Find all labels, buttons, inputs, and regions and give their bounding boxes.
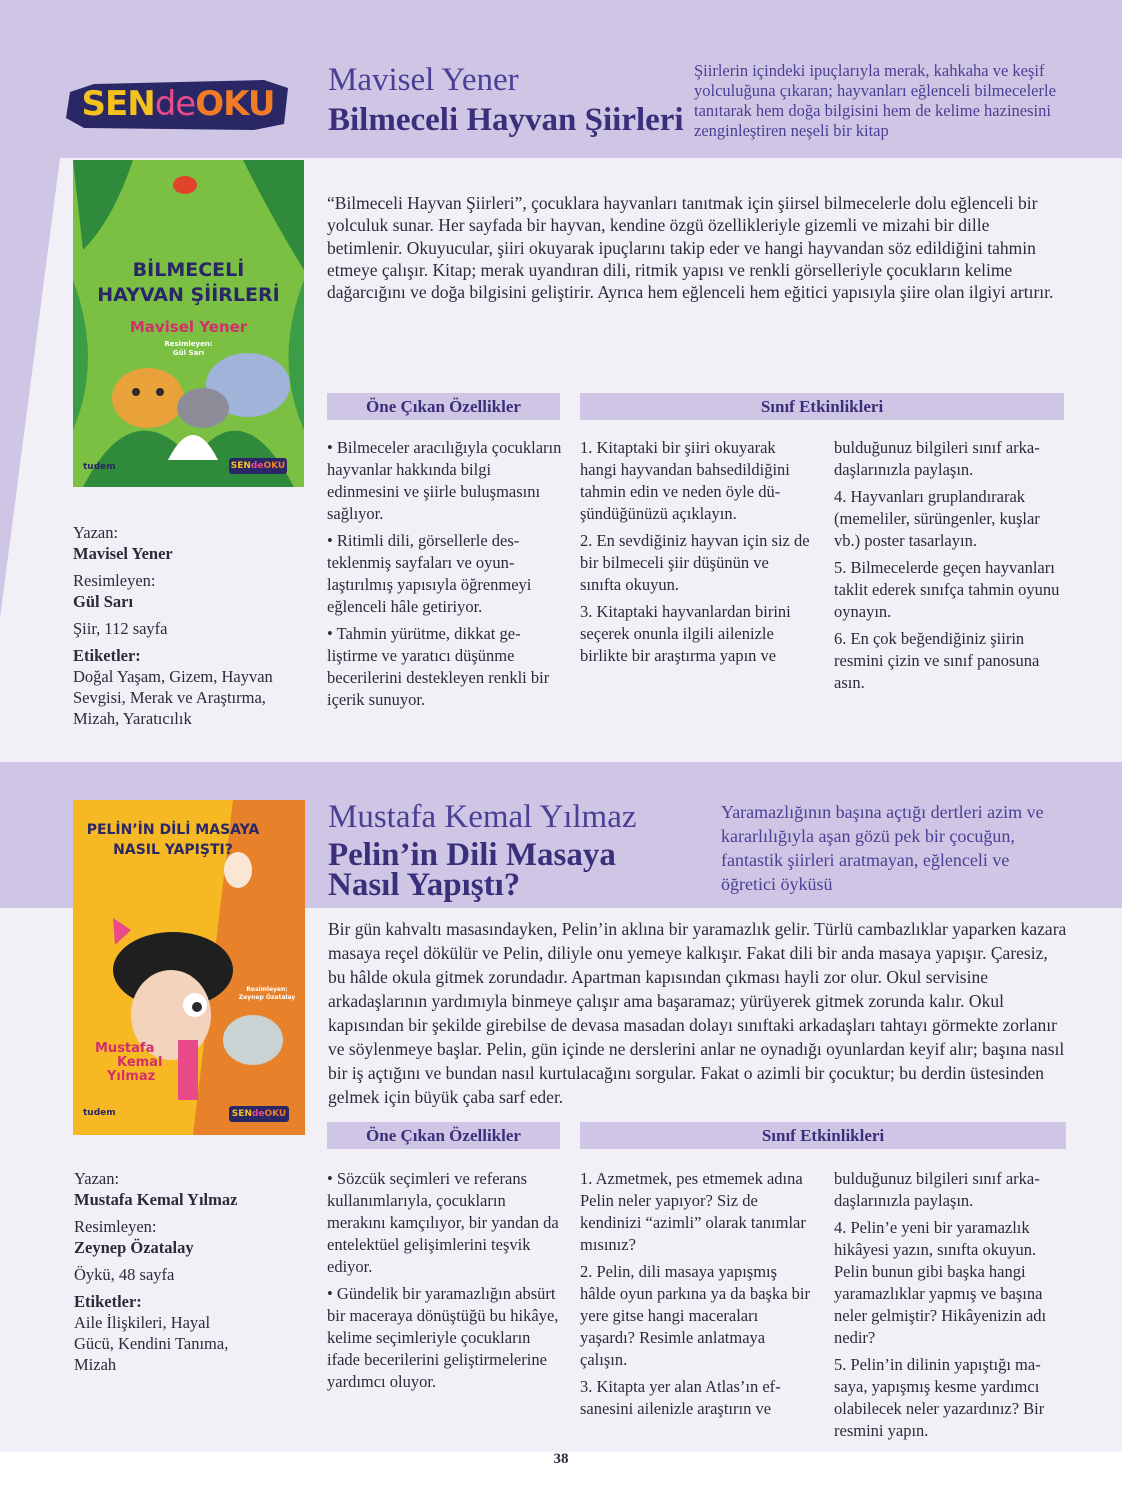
cover-title-line2: NASIL YAPIŞTI? [113, 842, 233, 858]
activities-column-1 [580, 1168, 814, 1425]
activity-item: 5. Bilmecelerde geçen hayvanları taklit ederek sınıfça tahmin oyunu oynayın. [834, 558, 1060, 621]
book-title [328, 837, 616, 903]
feature-item: • Ritimli dili, görsellerle desteklenmiş sayfaları ve oyunlaştırılmış yapısıyla öğrenmeyi eğlenceli hâle getiriyor. [327, 531, 532, 616]
features-list [327, 437, 563, 716]
activities-header: Sınıf Etkinlikleri [580, 1122, 1066, 1149]
activity-item: 1. Azmetmek, pes etmemek adına Pelin neler yapıyor? Siz de kendinizi “azimli” olarak tanımlar mısınız? [580, 1169, 806, 1254]
cover-author-line2: Kemal [117, 1055, 163, 1070]
cover-illustrator-label: Resimleyen: [246, 986, 288, 993]
feature-item: • Sözcük seçimleri ve referans kullanımlarıyla, çocukların merakını kamçılıyor, bir yandan da entelektüel gelişimlerini teşvik ediyor. [327, 1169, 559, 1276]
activities-column-2 [834, 437, 1066, 699]
features-list [327, 1168, 563, 1398]
activity-item: 3. Kitapta yer alan Atlas’ın efsanesini ailenizle araştırın ve [580, 1377, 781, 1418]
cover-illustrator-label: Resimleyen: [164, 340, 213, 348]
cover-logo-de: de [251, 1109, 265, 1119]
features-header: Öne Çıkan Özellikler [327, 1122, 560, 1149]
book-meta [73, 522, 303, 729]
activity-item: 5. Pelin’in dilinin yapıştığı masaya, yapışmış kesme yardımcı olabilecek neler yazardınız? Bir resmini yapın. [834, 1355, 1045, 1440]
page-number: 38 [553, 1451, 569, 1467]
book-title: Bilmeceli Hayvan Şiirleri [328, 102, 684, 138]
cover-title-line1: BİLMECELİ [132, 259, 245, 281]
cover-author: Mavisel Yener [129, 318, 248, 336]
book-description: Bir gün kahvaltı masasındayken, Pelin’in aklına bir yaramazlık gelir. Türlü cambazlıklar yaparken kazara masaya reçel dökülür ve Pelin, diliyle onu yemeye kalkışır. Fakat dili bir anda masaya yapışır. Çaresiz, bu hâlde okula gitmek zorundadır. Apartman kapısından çıkması hayli zor olur. Okul servisine arkadaşlarının yardımıyla binmeye çalışır ama başaramaz; yürüyerek gitmek zorunda kalır. Okul kapısından bir şekilde girebilse de devasa masadan dolayı sınıftaki arkadaşları tahtayı görmekte zorlanır ve söylenmeye başlar. Pelin, gün içinde ne derslerini anlar ne oynadığı oyunlardan keyif alır; başına nasıl bir iş açtığını ve bundan nasıl kurtulacağını sorgular. Fakat o azimli bir çocuktur; bu derdin üstesinden gelmek için büyük çaba sarf eder. [328, 919, 1067, 1107]
illustrator-name: Gül Sarı [73, 592, 134, 611]
illustrator-label: Resimleyen: [73, 571, 156, 590]
cover-logo-sen: SEN [231, 1109, 252, 1119]
sen-de-oku-logo [64, 74, 292, 134]
cover-author-line3: Yılmaz [107, 1069, 156, 1084]
book-author: Mustafa Kemal Yılmaz [328, 799, 637, 835]
writer-name: Mavisel Yener [73, 544, 173, 563]
tags-list: Aile İlişkileri, Hayal Gücü, Kendini Tanıma, Mizah [74, 1313, 229, 1374]
feature-item: • Gündelik bir yaramazlığın absürt bir maceraya dönüştüğü bu hikâye, kelime seçimleriyle çocukların ifade becerilerini geliştirmelerine yardımcı oluyor. [327, 1284, 559, 1391]
activity-item: 2. En sevdiğiniz hayvan için siz de bir bilmeceli şiir düşünün ve sınıfta okuyun. [580, 531, 810, 594]
activity-item: 2. Pelin, dili masaya yapışmış hâlde oyun parkına ya da başka bir yere gitse hangi maceraları yaşardı? Resimle anlatmaya çalışın. [580, 1262, 811, 1369]
book-title-line1: Pelin’in Dili Masaya [328, 837, 616, 873]
logo-oku: OKU [195, 84, 275, 124]
genre-pages: Şiir, 112 sayfa [73, 619, 168, 638]
activity-item: 1. Kitaptaki bir şiiri okuyarak hangi hayvandan bahsedildiğini tahmin edin ve neden öyle düşündüğünüzü açıklayın. [580, 438, 790, 523]
writer-label: Yazan: [74, 1169, 120, 1188]
tags-label: Etiketler: [73, 646, 141, 665]
cover-logo-oku: OKU [264, 1109, 287, 1119]
book-tagline: Şiirlerin içindeki ipuçlarıyla merak, kahkaha ve keşif yolculuğuna çıkaran; hayvanları eğlenceli bilmecelerle tanıtarak hem doğa bilgisini hem de kelime hazinesini zenginleştiren neşeli bir kitap [694, 61, 1056, 140]
cover-logo-oku: OKU [263, 461, 286, 471]
book-meta [74, 1168, 304, 1375]
cover-author-line1: Mustafa [95, 1041, 155, 1056]
illustrator-label: Resimleyen: [74, 1217, 157, 1236]
cover-title-line2: HAYVAN ŞİİRLERİ [97, 284, 280, 306]
feature-item: • Bilmeceler aracılığıyla çocukların hayvanlar hakkında bilgi edinmesini ve şiirle buluşmasını sağlıyor. [327, 438, 562, 523]
cover-title-line1: PELİN’İN DİLİ MASAYA [86, 822, 260, 838]
book-cover [73, 800, 305, 1135]
cover-logo-sen: SEN [230, 461, 251, 471]
book-title-line2: Nasıl Yapıştı? [328, 867, 521, 903]
book-description: “Bilmeceli Hayvan Şiirleri”, çocuklara hayvanları tanıtmak için şiirsel bilmecelerle dolu eğlenceli bir yolculuk sunar. Her sayfada bir hayvan, kendine özgü özellikleriyle gizemli ve mizahi bir dille betimlenir. Okuyucular, şiiri okuyarak ipuçlarını takip eder ve hangi hayvandan söz edildiğini tahmin etmeye çalışır. Kitap; merak uyandıran dili, ritmik yapısı ve renkli görselleriyle çocukların kelime dağarcığını ve doğa bilgisini geliştirir. Ayrıca hem eğlenceli hem eğitici yapısıyla şiire olan ilgiyi artırır. [327, 193, 1054, 303]
cover-logo [229, 458, 287, 474]
cover-illustrator: Gül Sarı [172, 349, 205, 357]
genre-pages: Öykü, 48 sayfa [74, 1265, 175, 1284]
activity-item: 3. Kitaptaki hayvanlardan birini seçerek onunla ilgili ailenizle birlikte bir araştırma yapın ve [580, 602, 791, 665]
cover-illustrator: Zeynep Özatalay [238, 994, 296, 1001]
logo-de: de [154, 84, 196, 124]
corner-shape [0, 158, 60, 618]
tags-label: Etiketler: [74, 1292, 142, 1311]
activities-column-1 [580, 437, 814, 672]
logo-sen: SEN [81, 84, 155, 124]
writer-label: Yazan: [73, 523, 119, 542]
cover-publisher: tudem [83, 462, 116, 472]
activities-header: Sınıf Etkinlikleri [580, 393, 1064, 420]
activity-item: bulduğunuz bilgileri sınıf arkadaşlarınızla paylaşın. [834, 438, 1040, 479]
activities-column-2 [834, 1168, 1068, 1447]
book-cover [73, 160, 304, 487]
writer-name: Mustafa Kemal Yılmaz [74, 1190, 238, 1209]
feature-item: • Tahmin yürütme, dikkat geliştirme ve yaratıcı düşünme becerilerini destekleyen renkli bir içerik sunuyor. [327, 624, 550, 709]
tags-list: Doğal Yaşam, Gizem, Hayvan Sevgisi, Merak ve Araştırma, Mizah, Yaratıcılık [73, 667, 273, 728]
book-author: Mavisel Yener [328, 62, 519, 98]
activity-item: 6. En çok beğendiğiniz şiirin resmini çizin ve sınıf panosuna asın. [834, 629, 1040, 692]
activity-item: 4. Hayvanları gruplandırarak (memeliler, sürüngenler, kuşlar vb.) poster tasarlayın. [834, 487, 1040, 550]
illustrator-name: Zeynep Özatalay [74, 1238, 194, 1257]
book-tagline: Yaramazlığının başına açtığı dertleri azim ve kararlılığıyla aşan gözü pek bir çocuğun, fantastik şiirleri aratmayan, eğlenceli ve öğretici öyküsü [721, 802, 1044, 894]
cover-logo [229, 1106, 289, 1122]
features-header: Öne Çıkan Özellikler [327, 393, 560, 420]
cover-logo-de: de [250, 461, 264, 471]
activity-item: bulduğunuz bilgileri sınıf arkadaşlarınızla paylaşın. [834, 1169, 1040, 1210]
activity-item: 4. Pelin’e yeni bir yaramazlık hikâyesi yazın, sınıfta okuyun. Pelin bunun gibi başka hangi yaramazlıklar yapmış ve başına neler gelmiştir? Hikâyenizin adı nedir? [834, 1218, 1047, 1347]
cover-publisher: tudem [83, 1108, 116, 1118]
